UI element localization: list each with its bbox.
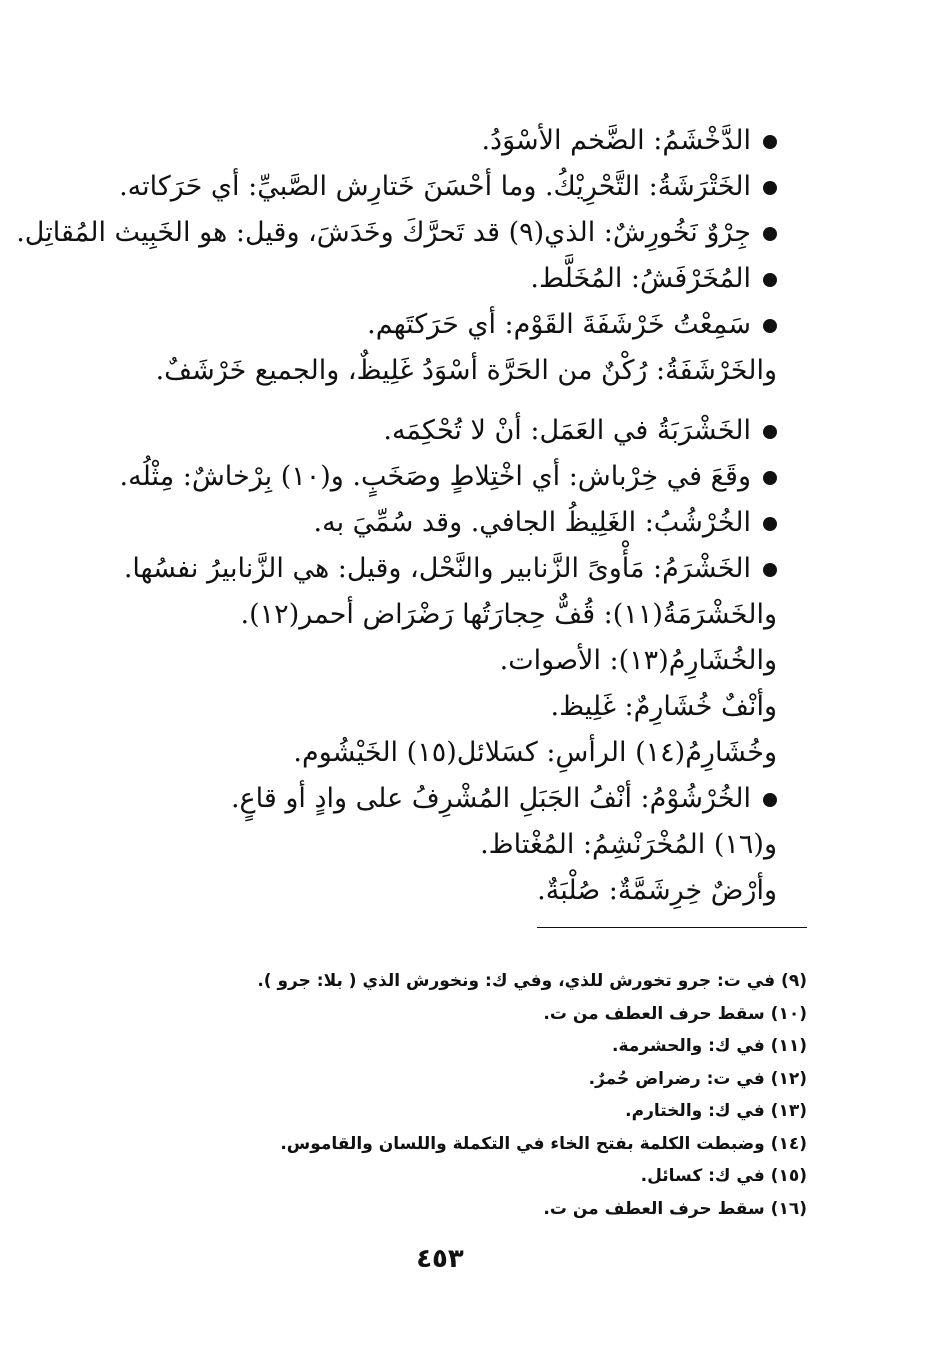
entry-continuation	[117, 868, 777, 914]
footnote: (١٤) وضبطت الكلمة بفتح الخاء في التكملة واللسان والقاموس.	[280, 1133, 807, 1154]
footnote: (١١) في ك: والحشرمة.	[612, 1036, 807, 1056]
footnote: (١٠) سقط حرف العطف من ت.	[543, 1003, 807, 1024]
entry-text: جِرْوٌ نَخُورِشٌ: الذي(٩) قد تَحرَّكَ وخَدَشَ، وقيل: هو الخَبِيث المُقاتِل.	[16, 217, 751, 248]
bullet-icon	[763, 517, 777, 531]
entry-text: وخُشَارِمُ(١٤) الرأسِ: كسَلائل(١٥) الخَيْشُوم.	[293, 737, 777, 768]
entry-bulleted	[16, 210, 777, 256]
bullet-icon	[763, 471, 777, 485]
footnote: (١٥) في ك: كسائل.	[640, 1166, 807, 1186]
entry-bulleted	[117, 454, 777, 500]
entry-text: الخَشْرَبَةُ في العَمَل: أنْ لا تُحْكِمَه.	[383, 415, 751, 446]
footnote: (١٣) في ك: والختارم.	[625, 1101, 807, 1121]
entry-bulleted	[117, 164, 777, 210]
entry-bulleted	[117, 546, 777, 592]
entry-text: والخَرْشَفَةُ: رُكْنٌ من الحَرَّة أسْوَدُ غَلِيظٌ، والجميع خَرْشَفٌ.	[155, 355, 777, 386]
entry-bulleted	[117, 118, 777, 164]
dictionary-entries	[16, 118, 777, 914]
entry-continuation	[117, 684, 777, 730]
bullet-icon	[763, 273, 777, 287]
entry-continuation	[117, 822, 777, 868]
entry-continuation	[117, 348, 777, 394]
entry-text: الدَّخْشَمُ: الضَّخم الأسْوَدُ.	[481, 125, 751, 156]
entry-text: الخُرْشُبُ: الغَلِيظُ الجافي. وقد سُمِّيَ به.	[313, 507, 751, 538]
entry-bulleted	[117, 776, 777, 822]
bullet-icon	[763, 563, 777, 577]
bullet-icon	[763, 425, 777, 439]
page-number: ٤٥٣	[416, 1244, 464, 1274]
entry-continuation	[117, 592, 777, 638]
entry-bulleted	[117, 302, 777, 348]
bullet-icon	[763, 319, 777, 333]
bullet-icon	[763, 135, 777, 149]
entry-text: وأرْضٌ خِرِشَمَّةٌ: صُلْبَةٌ.	[537, 875, 777, 906]
entry-text: الخَتْرَشَةُ: التَّحْرِيْكُ. وما أحْسَنَ خَتارِش الصَّبيِّ: أي حَرَكاته.	[119, 171, 751, 202]
entry-text: وأنْفٌ خُشَارِمٌ: غَلِيظ.	[550, 691, 777, 722]
entry-text: و(١٦) المُخْرَنْشِمُ: المُغْتاظ.	[480, 829, 777, 860]
entry-text: المُخَرْفَشُ: المُخَلَّط.	[530, 263, 751, 294]
entry-continuation	[117, 638, 777, 684]
entry-continuation	[117, 730, 777, 776]
entry-text: الخُرْشُوْمُ: أنْفُ الجَبَلِ المُشْرِفُ على وادٍ أو قاعٍ.	[230, 783, 751, 814]
footnotes	[107, 965, 807, 1225]
bullet-icon	[763, 793, 777, 807]
entry-text: والخَشْرَمَةُ(١١): قُفٌّ حِجارَتُها رَضْرَاض أحمر(١٢).	[240, 599, 777, 630]
footnote: (١٢) في ت: رضراض حُمرٌ.	[588, 1068, 807, 1089]
entry-text: وقَعَ في خِرْباش: أي اخْتِلاطٍ وصَخَبٍ. و(١٠) بِرْخاشٌ: مِثْلُه.	[119, 461, 751, 492]
bullet-icon	[763, 181, 777, 195]
entry-bulleted	[117, 500, 777, 546]
footnote: (٩) في ت: جرو تخورش للذي، وفي ك: ونخورش الذي ( بلا: جرو ).	[257, 971, 807, 991]
bullet-icon	[763, 227, 777, 241]
entry-bulleted	[117, 256, 777, 302]
entry-text: والخُشَارِمُ(١٣): الأصوات.	[499, 645, 777, 676]
footnote: (١٦) سقط حرف العطف من ت.	[543, 1198, 807, 1219]
entry-bulleted	[117, 408, 777, 454]
entry-text: الخَشْرَمُ: مَأْوىً الزَّنابير والنَّحْل، وقيل: هي الزَّنابيرُ نفسُها.	[123, 553, 751, 584]
entry-text: سَمِعْتُ خَرْشَفَةَ القَوْم: أي حَرَكتَهم.	[367, 309, 751, 340]
footnote-divider	[537, 927, 807, 928]
